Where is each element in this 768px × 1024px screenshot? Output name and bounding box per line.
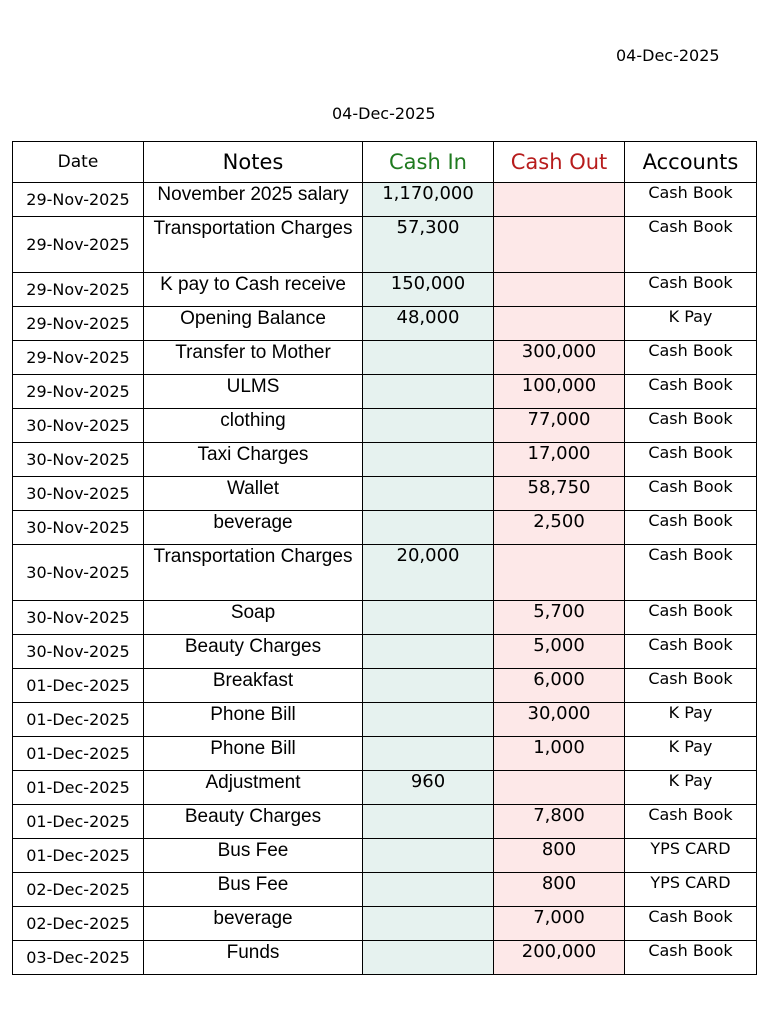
date-cell: 29-Nov-2025 [13,375,144,409]
header-date: 04-Dec-2025 [616,46,720,65]
table-row [13,477,757,511]
header-row [13,142,757,183]
account-cell: Cash Book [625,341,757,375]
account-cell: Cash Book [625,273,757,307]
cash-in-cell [363,669,494,703]
column-header-accounts: Accounts [625,142,757,183]
notes-cell: beverage [144,907,363,941]
cash-out-cell: 58,750 [494,477,625,511]
table-row [13,907,757,941]
cash-out-cell [494,771,625,805]
date-cell: 03-Dec-2025 [13,941,144,975]
date-cell: 02-Dec-2025 [13,873,144,907]
cash-in-cell [363,737,494,771]
notes-cell: beverage [144,511,363,545]
notes-cell: Opening Balance [144,307,363,341]
cash-out-cell: 7,000 [494,907,625,941]
account-cell: Cash Book [625,669,757,703]
notes-cell: Phone Bill [144,737,363,771]
date-cell: 30-Nov-2025 [13,635,144,669]
table-row [13,703,757,737]
notes-cell: Funds [144,941,363,975]
account-cell: Cash Book [625,511,757,545]
date-cell: 01-Dec-2025 [13,703,144,737]
account-cell: Cash Book [625,217,757,273]
table-row [13,545,757,601]
date-cell: 29-Nov-2025 [13,273,144,307]
cash-in-cell: 960 [363,771,494,805]
notes-cell: Beauty Charges [144,805,363,839]
cash-out-cell: 5,000 [494,635,625,669]
cash-in-cell: 1,170,000 [363,183,494,217]
table-row [13,771,757,805]
date-cell: 29-Nov-2025 [13,307,144,341]
account-cell: Cash Book [625,443,757,477]
cash-out-cell [494,307,625,341]
cash-out-cell: 200,000 [494,941,625,975]
table-row [13,873,757,907]
account-cell: YPS CARD [625,839,757,873]
table-row [13,805,757,839]
notes-cell: Transfer to Mother [144,341,363,375]
date-cell: 02-Dec-2025 [13,907,144,941]
account-cell: Cash Book [625,601,757,635]
date-cell: 01-Dec-2025 [13,737,144,771]
cash-out-cell: 100,000 [494,375,625,409]
cash-in-cell [363,805,494,839]
date-cell: 30-Nov-2025 [13,409,144,443]
notes-cell: Bus Fee [144,873,363,907]
notes-cell: Transportation Charges [144,545,363,601]
table-row [13,669,757,703]
table-row [13,601,757,635]
column-header-notes: Notes [144,142,363,183]
notes-cell: Taxi Charges [144,443,363,477]
account-cell: Cash Book [625,409,757,443]
cash-out-cell: 5,700 [494,601,625,635]
cash-out-cell: 2,500 [494,511,625,545]
cash-out-cell [494,217,625,273]
account-cell: Cash Book [625,941,757,975]
table-row [13,375,757,409]
account-cell: Cash Book [625,805,757,839]
date-cell: 30-Nov-2025 [13,443,144,477]
account-cell: Cash Book [625,907,757,941]
table-row [13,341,757,375]
date-cell: 01-Dec-2025 [13,839,144,873]
account-cell: Cash Book [625,477,757,511]
notes-cell: clothing [144,409,363,443]
cash-in-cell [363,839,494,873]
notes-cell: Adjustment [144,771,363,805]
cash-in-cell [363,511,494,545]
date-cell: 29-Nov-2025 [13,183,144,217]
table-row [13,511,757,545]
table-row [13,217,757,273]
cash-in-cell [363,443,494,477]
table-row [13,941,757,975]
table-row [13,273,757,307]
notes-cell: Phone Bill [144,703,363,737]
column-header-cash-out: Cash Out [494,142,625,183]
account-cell: Cash Book [625,375,757,409]
notes-cell: Wallet [144,477,363,511]
table-row [13,443,757,477]
account-cell: Cash Book [625,545,757,601]
cash-in-cell [363,703,494,737]
cash-in-cell: 20,000 [363,545,494,601]
cash-out-cell [494,273,625,307]
notes-cell: Breakfast [144,669,363,703]
account-cell: K Pay [625,307,757,341]
date-cell: 01-Dec-2025 [13,805,144,839]
notes-cell: K pay to Cash receive [144,273,363,307]
account-cell: K Pay [625,737,757,771]
cash-in-cell [363,873,494,907]
cash-out-cell: 1,000 [494,737,625,771]
cash-out-cell: 7,800 [494,805,625,839]
cash-out-cell: 800 [494,873,625,907]
cash-in-cell [363,907,494,941]
cash-out-cell: 6,000 [494,669,625,703]
ledger-table [12,141,757,975]
date-cell: 30-Nov-2025 [13,511,144,545]
cash-in-cell [363,941,494,975]
cash-in-cell [363,477,494,511]
notes-cell: Transportation Charges [144,217,363,273]
date-cell: 29-Nov-2025 [13,341,144,375]
notes-cell: Bus Fee [144,839,363,873]
cash-in-cell [363,409,494,443]
column-header-date: Date [13,142,144,183]
cash-out-cell: 800 [494,839,625,873]
cash-out-cell: 77,000 [494,409,625,443]
table-row [13,635,757,669]
date-cell: 29-Nov-2025 [13,217,144,273]
column-header-cash-in: Cash In [363,142,494,183]
account-cell: K Pay [625,703,757,737]
table-row [13,307,757,341]
table-row [13,183,757,217]
cash-out-cell: 30,000 [494,703,625,737]
account-cell: Cash Book [625,183,757,217]
account-cell: YPS CARD [625,873,757,907]
table-row [13,737,757,771]
notes-cell: Soap [144,601,363,635]
table-row [13,839,757,873]
cash-in-cell: 48,000 [363,307,494,341]
notes-cell: ULMS [144,375,363,409]
cash-in-cell [363,375,494,409]
table-row [13,409,757,443]
cash-out-cell [494,183,625,217]
notes-cell: November 2025 salary [144,183,363,217]
date-cell: 01-Dec-2025 [13,669,144,703]
report-date: 04-Dec-2025 [332,104,436,123]
date-cell: 30-Nov-2025 [13,477,144,511]
cash-in-cell [363,341,494,375]
account-cell: Cash Book [625,635,757,669]
cash-out-cell: 17,000 [494,443,625,477]
date-cell: 01-Dec-2025 [13,771,144,805]
date-cell: 30-Nov-2025 [13,601,144,635]
date-cell: 30-Nov-2025 [13,545,144,601]
cash-in-cell [363,635,494,669]
cash-in-cell [363,601,494,635]
cash-out-cell: 300,000 [494,341,625,375]
cash-out-cell [494,545,625,601]
notes-cell: Beauty Charges [144,635,363,669]
cash-in-cell: 57,300 [363,217,494,273]
account-cell: K Pay [625,771,757,805]
cash-in-cell: 150,000 [363,273,494,307]
